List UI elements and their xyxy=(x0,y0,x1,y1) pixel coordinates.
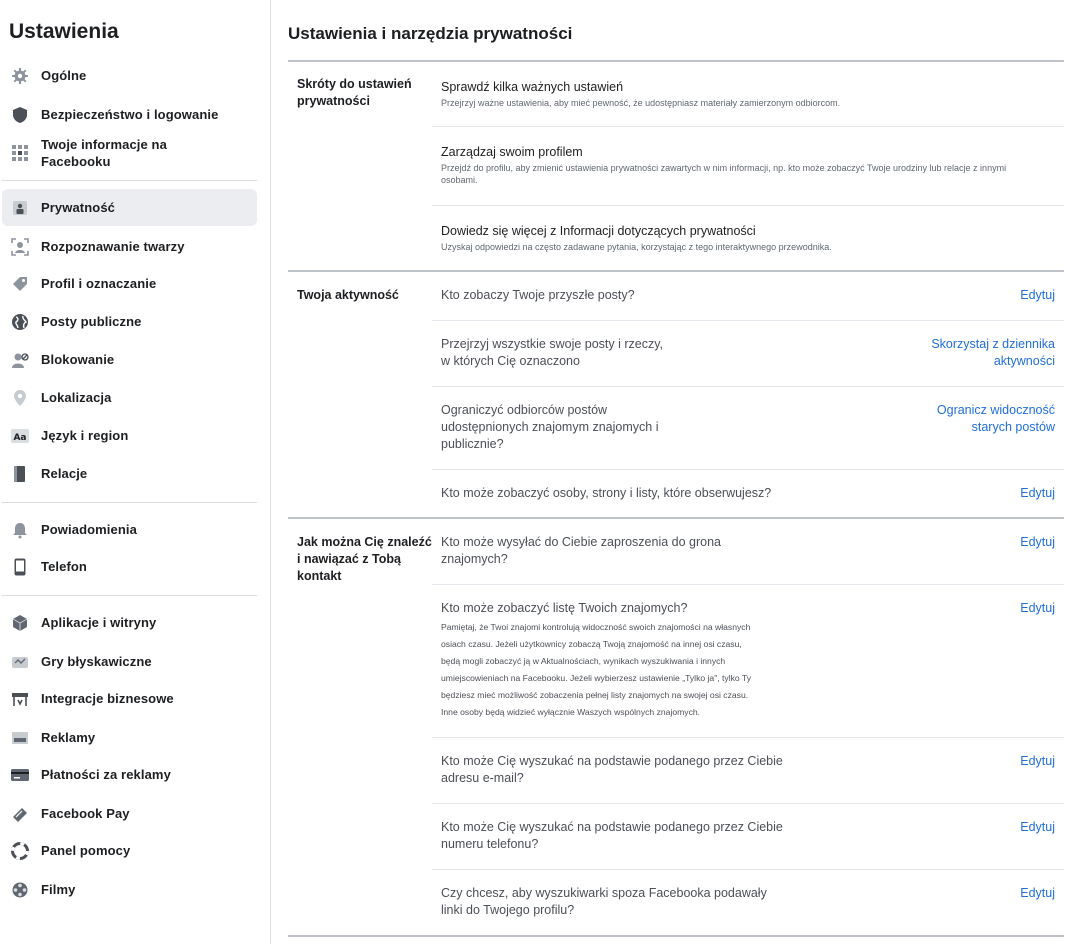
description-line: będziesz mieć możliwość zobaczenia pełnej listy znajomych na swojej osi czasu. xyxy=(441,690,749,700)
sidebar-item-phone[interactable] xyxy=(2,548,257,585)
row-description: Uzyskaj odpowiedzi na często zadawane pytania, korzystając z tego interaktywnego przewodnika. xyxy=(441,242,832,252)
section-label-shortcuts: Skróty do ustawień prywatności xyxy=(297,77,412,108)
sidebar-item-profile-tagging[interactable] xyxy=(2,265,257,302)
language-icon xyxy=(11,427,29,445)
sidebar-item-apps[interactable] xyxy=(2,604,257,641)
sidebar-item-relations[interactable] xyxy=(2,455,257,492)
link-line: aktywności xyxy=(993,354,1055,368)
credit-card-icon xyxy=(11,766,29,784)
location-pin-icon xyxy=(11,389,29,407)
description-line: Pamiętaj, że Twoi znajomi kontrolują widoczność swoich znajomości na własnych xyxy=(441,622,751,632)
sidebar-item-label: Gry błyskawiczne xyxy=(41,654,152,669)
sidebar-item-label: Twoje informacje na Facebooku xyxy=(41,137,167,169)
sidebar-item-instant-games[interactable] xyxy=(2,643,257,680)
setting-friend-requests xyxy=(432,534,1064,568)
sidebar-item-label: Filmy xyxy=(41,882,76,897)
cube-icon xyxy=(11,614,29,632)
setting-question-line: Przejrzyj wszystkie swoje posty i rzeczy, xyxy=(441,337,664,351)
setting-future-posts xyxy=(432,287,1064,304)
sidebar-item-label: Integracje biznesowe xyxy=(41,691,174,706)
limit-past-posts-link[interactable] xyxy=(937,402,1055,436)
setting-search-by-email xyxy=(432,753,1064,787)
edit-search-phone-link[interactable]: Edytuj xyxy=(1020,820,1055,834)
description-line: będą mogli zobaczyć ją w Aktualnościach, wynikach wyszukiwania i innych xyxy=(441,656,726,666)
sidebar-item-label: Rozpoznawanie twarzy xyxy=(41,239,185,254)
setting-question-line: linki do Twojego profilu? xyxy=(441,903,575,917)
sidebar-item-location[interactable] xyxy=(2,379,257,416)
row-divider xyxy=(432,737,1064,738)
sidebar-item-facebook-pay[interactable] xyxy=(2,795,257,832)
sidebar-item-label: Aplikacje i witryny xyxy=(41,615,157,630)
setting-search-engines xyxy=(432,885,1064,919)
sidebar-item-general[interactable] xyxy=(2,57,257,94)
row-title: Sprawdź kilka ważnych ustawień xyxy=(441,80,624,94)
setting-description xyxy=(432,619,1064,721)
sidebar-divider xyxy=(2,502,257,503)
tag-icon xyxy=(11,275,29,293)
section-label-how-to-find: Jak można Cię znaleźć i nawiązać z Tobą kontakt xyxy=(297,535,432,583)
business-icon xyxy=(11,690,29,708)
setting-question: Kto zobaczy Twoje przyszłe posty? xyxy=(441,288,635,302)
description-line: umiejscowieniach na Facebooku. Jeżeli wybierzesz ustawienie „Tylko ja", tylko Ty xyxy=(441,673,752,683)
edit-search-engines-link[interactable]: Edytuj xyxy=(1020,886,1055,900)
section-divider xyxy=(288,517,1064,519)
setting-question-line: w których Cię oznaczono xyxy=(441,354,580,368)
lock-icon xyxy=(11,199,29,217)
sidebar-item-label: Prywatność xyxy=(41,200,115,215)
sidebar-item-language[interactable] xyxy=(2,417,257,454)
face-scan-icon xyxy=(11,238,29,256)
row-description: Przejrzyj ważne ustawienia, aby mieć pewność, że udostępniasz materiały zamierzonym odbiorcom. xyxy=(441,98,841,108)
lifebuoy-icon xyxy=(11,842,29,860)
sidebar-item-business-integrations[interactable] xyxy=(2,680,257,717)
link-line: Ogranicz widoczność xyxy=(936,403,1055,417)
link-line: starych postów xyxy=(971,420,1055,434)
description-line: osiach czasu. Jeżeli użytkownicy zobaczą Twoją znajomość na innej osi czasu, xyxy=(441,639,742,649)
edit-search-email-link[interactable]: Edytuj xyxy=(1020,754,1055,768)
sidebar-item-privacy[interactable] xyxy=(2,189,257,226)
row-divider xyxy=(432,205,1064,206)
sidebar-item-ads[interactable] xyxy=(2,719,257,756)
sidebar-divider xyxy=(2,180,257,181)
sidebar-item-label: Relacje xyxy=(41,466,88,481)
sidebar-item-videos[interactable] xyxy=(2,871,257,908)
globe-icon xyxy=(11,313,29,331)
section-label-your-activity: Twoja aktywność xyxy=(297,288,399,302)
sidebar-item-label: Posty publiczne xyxy=(41,314,142,329)
section-divider xyxy=(288,935,1064,937)
page-title: Ustawienia i narzędzia prywatności xyxy=(288,24,573,43)
row-divider xyxy=(432,469,1064,470)
sidebar-item-label: Ogólne xyxy=(41,68,87,83)
setting-question: Kto może zobaczyć osoby, strony i listy, które obserwujesz? xyxy=(441,486,772,500)
sidebar-item-label: Blokowanie xyxy=(41,352,115,367)
row-divider xyxy=(432,869,1064,870)
setting-question-line: Ograniczyć odbiorców postów xyxy=(441,403,608,417)
sidebar-item-label: Powiadomienia xyxy=(41,522,137,537)
section-divider xyxy=(288,60,1064,62)
row-divider xyxy=(432,584,1064,585)
block-user-icon xyxy=(11,351,29,369)
setting-question-line: adresu e-mail? xyxy=(441,771,524,785)
row-divider xyxy=(432,386,1064,387)
sidebar-item-label: Płatności za reklamy xyxy=(41,767,171,782)
edit-friend-requests-link[interactable]: Edytuj xyxy=(1020,535,1055,549)
setting-search-by-phone xyxy=(432,819,1064,853)
row-divider xyxy=(432,320,1064,321)
link-line: Skorzystaj z dziennika xyxy=(931,337,1055,351)
shortcut-manage-profile[interactable] xyxy=(432,144,1064,186)
settings-sidebar xyxy=(0,0,271,944)
edit-future-posts-link[interactable]: Edytuj xyxy=(1020,288,1055,302)
shortcut-privacy-info[interactable] xyxy=(432,223,1064,253)
setting-question: Kto może zobaczyć listę Twoich znajomych? xyxy=(441,601,688,615)
section-divider xyxy=(288,270,1064,272)
sidebar-item-public-posts[interactable] xyxy=(2,303,257,340)
setting-following-visibility xyxy=(432,485,1064,502)
edit-friends-list-link[interactable]: Edytuj xyxy=(1020,601,1055,615)
setting-question-line: Czy chcesz, aby wyszukiwarki spoza Facebooka podawały xyxy=(441,886,767,900)
row-divider xyxy=(432,803,1064,804)
setting-question-line: Kto może Cię wyszukać na podstawie podanego przez Ciebie xyxy=(441,754,783,768)
sidebar-item-label: Język i region xyxy=(41,428,129,443)
row-title: Zarządzaj swoim profilem xyxy=(441,145,583,159)
shortcut-review-settings[interactable] xyxy=(432,79,1064,109)
film-icon xyxy=(11,881,29,899)
setting-question-line: znajomych? xyxy=(441,552,508,566)
book-icon xyxy=(11,465,29,483)
gear-icon xyxy=(11,67,29,85)
setting-question-line: publicznie? xyxy=(441,437,504,451)
row-divider xyxy=(432,126,1064,127)
sidebar-item-label: Telefon xyxy=(41,559,87,574)
sidebar-item-label: Panel pomocy xyxy=(41,843,131,858)
sidebar-item-label: Bezpieczeństwo i logowanie xyxy=(41,107,219,122)
description-line: Inne osoby będą widzieć wyłącznie Waszych wspólnych znajomych. xyxy=(441,707,701,717)
sidebar-divider xyxy=(2,595,257,596)
sidebar-item-face-recognition[interactable] xyxy=(2,228,257,265)
edit-following-link[interactable]: Edytuj xyxy=(1020,486,1055,500)
sidebar-item-label: Reklamy xyxy=(41,730,96,745)
bell-icon xyxy=(11,521,29,539)
activity-log-link[interactable] xyxy=(931,336,1055,370)
sidebar-item-label: Facebook Pay xyxy=(41,806,130,821)
setting-question-line: numeru telefonu? xyxy=(441,837,539,851)
sidebar-item-your-info[interactable] xyxy=(2,133,257,173)
setting-question-line: Kto może wysyłać do Ciebie zaproszenia do grona xyxy=(441,535,722,549)
sidebar-item-security[interactable] xyxy=(2,96,257,133)
sidebar-item-blocking[interactable] xyxy=(2,341,257,378)
gamepad-icon xyxy=(11,653,29,671)
sidebar-title: Ustawienia xyxy=(9,20,119,43)
payment-icon xyxy=(11,805,29,823)
grid-icon xyxy=(11,144,29,162)
row-title: Dowiedz się więcej z Informacji dotyczących prywatności xyxy=(441,224,756,238)
row-description: Przejdź do profilu, aby zmienić ustawienia prywatności zawartych w nim informacji, np. kto może zobaczyć Twoje urodziny lub relacje z innymi osobami. xyxy=(441,163,1007,185)
sidebar-item-help-panel[interactable] xyxy=(2,832,257,869)
sidebar-item-label: Profil i oznaczanie xyxy=(41,276,157,291)
sidebar-item-label: Lokalizacja xyxy=(41,390,112,405)
sidebar-item-notifications[interactable] xyxy=(2,511,257,548)
setting-question-line: Kto może Cię wyszukać na podstawie podanego przez Ciebie xyxy=(441,820,783,834)
sidebar-item-ad-payments[interactable] xyxy=(2,756,257,793)
svg-text:Aa: Aa xyxy=(13,432,27,443)
shield-icon xyxy=(11,106,29,124)
phone-icon xyxy=(11,558,29,576)
ads-icon xyxy=(11,729,29,747)
setting-friends-list xyxy=(432,600,1064,721)
setting-question-line: udostępnionych znajomym znajomych i xyxy=(441,420,659,434)
